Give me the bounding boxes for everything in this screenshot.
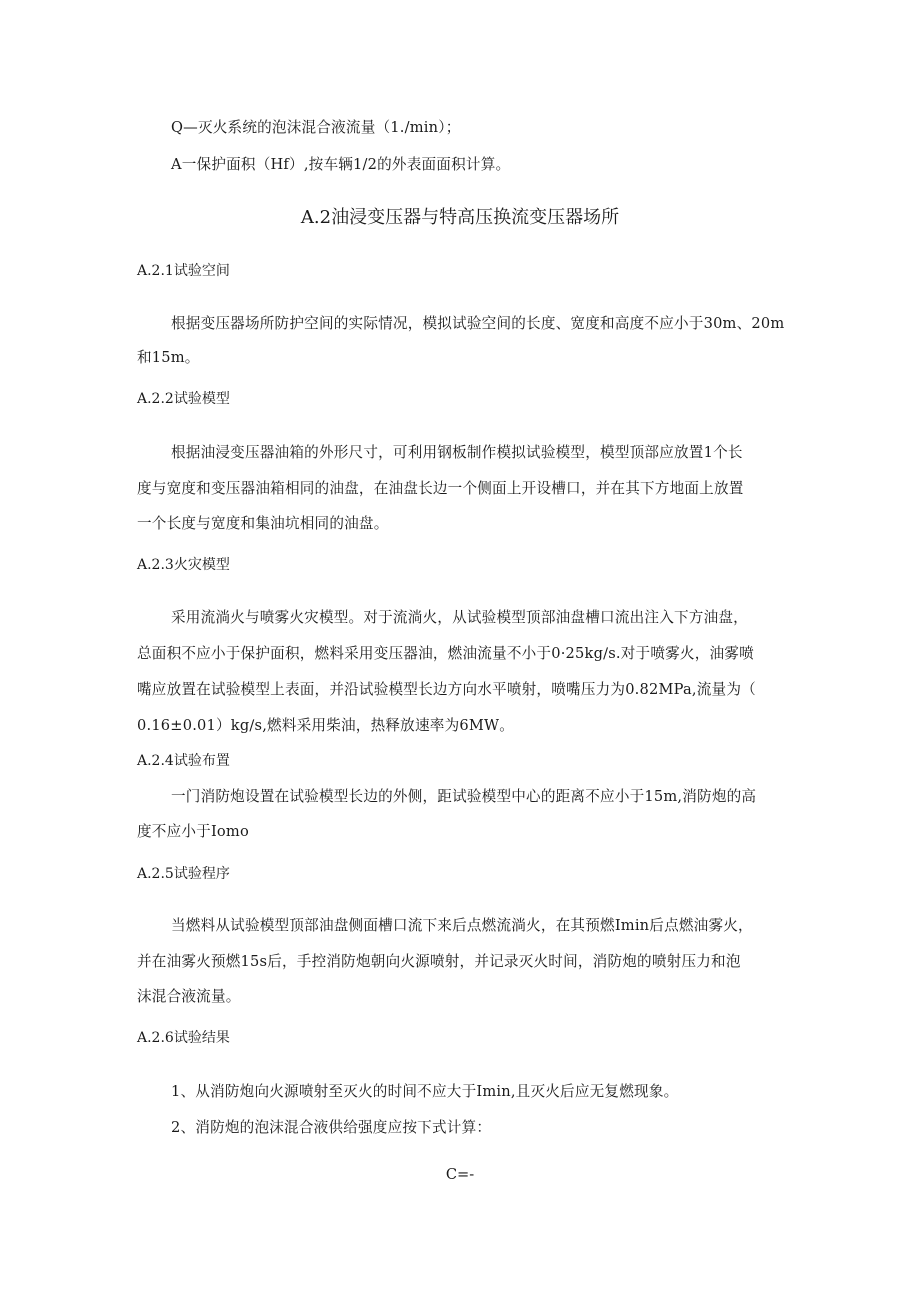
paragraph-line: 度与宽度和变压器油箱相同的油盘，在油盘长边一个侧面上开设槽口，并在其下方地面上放置 <box>137 480 744 497</box>
section-title: A.2油浸变压器与特高压换流变压器场所 <box>300 207 620 228</box>
paragraph-line: 度不应小于Iomo <box>137 823 249 840</box>
paragraph-line: 和15m。 <box>137 349 200 366</box>
subsection-heading-a26: A.2.6试验结果 <box>137 1030 230 1046</box>
paragraph-line: 采用流淌火与喷雾火灾模型。对于流淌火，从试验模型顶部油盘槽口流出注入下方油盘， <box>171 609 748 626</box>
paragraph-line: 一个长度与宽度和集油坑相同的油盘。 <box>137 515 389 532</box>
formula: C=- <box>445 1166 475 1183</box>
subsection-heading-a24: A.2.4试验布置 <box>137 753 230 769</box>
paragraph-line: 0.16±0.01）kg∕s,燃料采用柴油，热释放速率为6MW。 <box>137 717 514 734</box>
paragraph-line: 当燃料从试验模型顶部油盘侧面槽口流下来后点燃流淌火，在其预燃Imin后点燃油雾火， <box>171 917 753 934</box>
paragraph-line: 沫混合液流量。 <box>137 988 241 1005</box>
subsection-heading-a25: A.2.5试验程序 <box>137 866 230 882</box>
paragraph-line: 一门消防炮设置在试验模型长边的外侧，距试验模型中心的距离不应小于15m,消防炮的高 <box>171 788 757 805</box>
paragraph-line: 嘴应放置在试验模型上表面，并沿试验模型长边方向水平喷射，喷嘴压力为0.82MPa,流量为（ <box>137 681 756 698</box>
paragraph-line: 根据油浸变压器油箱的外形尺寸，可利用钢板制作模拟试验模型，模型顶部应放置1个长 <box>171 444 743 461</box>
paragraph-line: 并在油雾火预燃15s后，手控消防炮朝向火源喷射，并记录灭火时间，消防炮的喷射压力和泡 <box>137 953 741 970</box>
paragraph-line: 1、从消防炮向火源喷射至灭火的时间不应大于Imin,且灭火后应无复燃现象。 <box>171 1083 679 1100</box>
subsection-heading-a22: A.2.2试验模型 <box>137 391 230 407</box>
paragraph-line: 根据变压器场所防护空间的实际情况，模拟试验空间的长度、宽度和高度不应小于30m、20m <box>171 315 785 332</box>
definition-a: A一保护面积（Hf）,按车辆1/2的外表面面积计算。 <box>171 156 511 173</box>
subsection-heading-a21: A.2.1试验空间 <box>137 263 230 279</box>
subsection-heading-a23: A.2.3火灾模型 <box>137 557 230 573</box>
paragraph-line: 2、消防炮的泡沫混合液供给强度应按下式计算： <box>171 1119 492 1136</box>
paragraph-line: 总面积不应小于保护面积，燃料采用变压器油，燃油流量不小于0·25kg∕s.对于喷雾火，油雾喷 <box>137 645 754 662</box>
definition-q: Q—灭火系统的泡沫混合液流量（1./min）； <box>171 119 461 136</box>
